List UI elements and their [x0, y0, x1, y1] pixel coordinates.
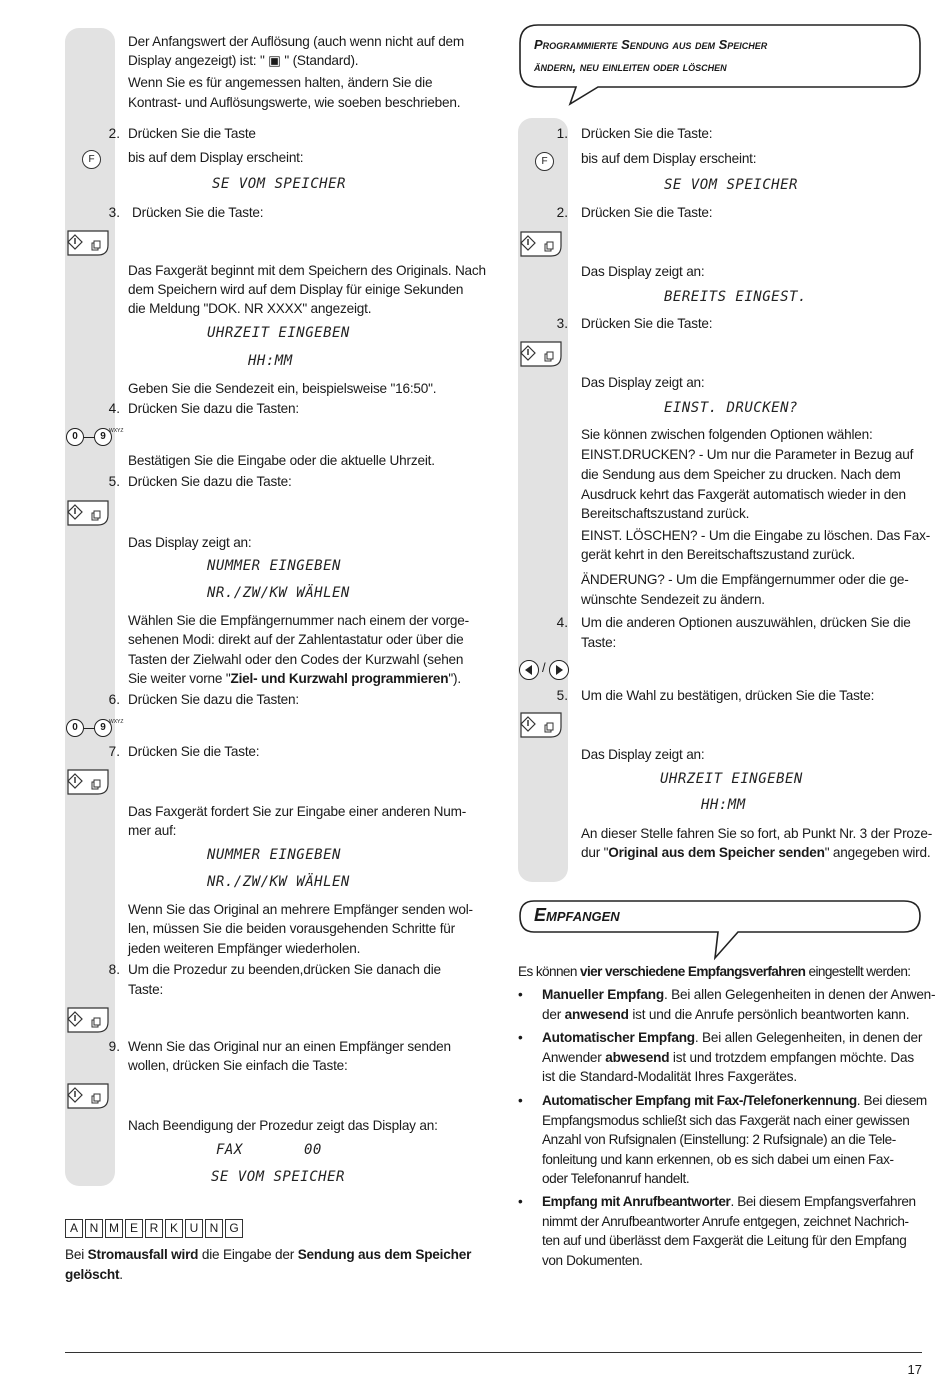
step-number: 5. [108, 474, 120, 489]
paragraph-line: dem Speichern wird auf dem Display für einige Sekunden [128, 282, 464, 297]
step-text: Drücken Sie dazu die Tasten: [128, 401, 299, 416]
step-text: Taste: [581, 635, 617, 650]
note-heading: A N M E R K U N G [65, 1219, 243, 1238]
step-text: Um die Wahl zu bestätigen, drücken Sie die Taste: [581, 688, 875, 703]
step-text: Drücken Sie die Taste: [132, 205, 264, 220]
paragraph-line: Das Faxgerät fordert Sie zur Eingabe einer anderen Num- [128, 804, 467, 819]
paragraph-line: Sie weiter vorne "Ziel- und Kurzwahl programmieren"). [128, 671, 461, 686]
step-text: Drücken Sie die Taste: [581, 126, 713, 141]
intro-line-1: Der Anfangswert der Auflösung (auch wenn nicht auf dem [128, 34, 465, 49]
step-number: 4. [556, 615, 568, 630]
paragraph-line: Wählen Sie die Empfängernummer nach einem der vorge- [128, 613, 469, 628]
start-key-icon [518, 712, 564, 738]
step-number: 9. [108, 1039, 120, 1054]
paragraph-line: Ausdruck kehrt das Faxgerät automatisch wieder in den [581, 487, 906, 502]
paragraph-line: Wenn Sie das Original an mehrere Empfänger senden wol- [128, 902, 473, 917]
paragraph-line: Das Faxgerät beginnt mit dem Speichern des Originals. Nach [128, 263, 486, 278]
bullet-marker: • [518, 1093, 523, 1108]
step-text: Um die anderen Optionen auszuwählen, drücken Sie die [581, 615, 911, 630]
step-number: 5. [556, 688, 568, 703]
start-key-icon [518, 231, 564, 257]
paragraph-line: Sie können zwischen folgenden Optionen wählen: [581, 427, 873, 442]
paragraph-line: ÄNDERUNG? - Um die Empfängernummer oder die ge- [581, 572, 909, 587]
paragraph-line: Bereitschaftszustand zurück. [581, 506, 750, 521]
step-number: 8. [108, 962, 120, 977]
start-key-icon [65, 230, 111, 256]
lcd-display-text: SE VOM SPEICHER [211, 1169, 345, 1185]
step-text: Drücken Sie dazu die Tasten: [128, 692, 299, 707]
paragraph-line: Das Display zeigt an: [128, 535, 252, 550]
step-text: Drücken Sie die Taste: [128, 744, 260, 759]
start-key-icon [65, 1007, 111, 1033]
lcd-display-text: SE VOM SPEICHER [664, 177, 798, 193]
step-number: 2. [108, 126, 120, 141]
start-key-icon [518, 341, 564, 367]
paragraph-line: die Meldung "DOK. NR XXXX" angezeigt. [128, 301, 372, 316]
paragraph-line: gerät kehrt in den Bereitschaftszustand zurück. [581, 547, 855, 562]
digit-0-key-icon: 0 [66, 428, 84, 446]
step-number: 1. [556, 126, 568, 141]
intro-line-2: Display angezeigt) ist: " ▣ " (Standard). [128, 53, 359, 68]
paragraph-line: sehenen Modi: direkt auf der Zahlentastatur oder über die [128, 632, 464, 647]
section-heading: Empfangen [534, 905, 620, 925]
bullet-text: Manueller Empfang. Bei allen Gelegenheiten in denen der Anwen- der anwesend ist und die Anrufe persönlich beantworten kann. [542, 987, 936, 1022]
bullet-text: Empfang mit Anrufbeantworter. Bei diesem Empfangsverfahren nimmt der Anrufbeantworter Anrufe entgegen, zeichnet Nachrich- ten auf und überlässt dem Faxgerät die Leitung für den Empfang von Dokumenten. [542, 1194, 916, 1268]
bullet-marker: • [518, 987, 523, 1002]
paragraph-line: Tasten der Zielwahl oder den Codes der Kurzwahl (sehen [128, 652, 464, 667]
step-number: 7. [108, 744, 120, 759]
note-text: Bei Stromausfall wird die Eingabe der Sendung aus dem Speicher gelöscht. [65, 1247, 472, 1282]
step-text: Taste: [128, 982, 164, 997]
paragraph-line: Das Display zeigt an: [581, 264, 705, 279]
step-number: 3. [556, 316, 568, 331]
bullet-text: Automatischer Empfang. Bei allen Gelegenheiten, in denen der Anwender abwesend ist und trotzdem empfangen möchte. Das ist die Standard-Modalität Ihres Faxgerätes. [542, 1030, 923, 1084]
lcd-display-text: FAX [216, 1142, 243, 1158]
digit-0-key-icon: 0 [66, 719, 84, 737]
step-text: wollen, drücken Sie einfach die Taste: [128, 1058, 348, 1073]
step-number: 2. [556, 205, 568, 220]
step-text: Drücken Sie die Taste: [581, 205, 713, 220]
page-number: 17 [907, 1362, 922, 1377]
paragraph-line: len, müssen Sie die beiden vorausgehenden Schritte für [128, 921, 455, 936]
bullet-marker: • [518, 1194, 523, 1209]
right-arrow-key-icon [549, 660, 569, 680]
digit-9-key-icon: 9 WXYZ [94, 428, 112, 446]
step-number: 4. [108, 401, 120, 416]
step-subtext: bis auf dem Display erscheint: [581, 151, 757, 166]
step-number: 3. [108, 205, 120, 220]
paragraph-line: jeden weiteren Empfänger wiederholen. [128, 941, 361, 956]
left-arrow-key-icon [519, 660, 539, 680]
section-title: Programmierte Sendung aus dem Speicher ändern, neu einleiten oder löschen [534, 37, 768, 74]
paragraph-line: Das Display zeigt an: [581, 375, 705, 390]
lcd-display-text: UHRZEIT EINGEBEN [660, 771, 803, 787]
bullet-marker: • [518, 1030, 523, 1045]
step-text: Um die Prozedur zu beenden,drücken Sie danach die [128, 962, 441, 977]
lcd-display-text: NUMMER EINGEBEN [207, 558, 341, 574]
lcd-display-text: 00 [304, 1142, 322, 1158]
start-key-icon [65, 500, 111, 526]
paragraph-line: Es können vier verschiedene Empfangsverfahren eingestellt werden: [518, 964, 911, 979]
paragraph-line: wünschte Sendezeit zu ändern. [581, 592, 765, 607]
lcd-display-text: NR./ZW/KW WÄHLEN [207, 874, 350, 890]
paragraph-line: Nach Beendigung der Prozedur zeigt das Display an: [128, 1118, 438, 1133]
paragraph-line: An dieser Stelle fahren Sie so fort, ab Punkt Nr. 3 der Proze- [581, 826, 933, 841]
paragraph-line: Das Display zeigt an: [581, 747, 705, 762]
paragraph-line: EINST. LÖSCHEN? - Um die Eingabe zu löschen. Das Fax- [581, 528, 931, 543]
lcd-display-text: BEREITS EINGEST. [664, 289, 807, 305]
digit-9-key-icon: 9 WXYZ [94, 719, 112, 737]
start-key-icon [65, 769, 111, 795]
key-separator: / [542, 660, 546, 675]
lcd-display-text: EINST. DRUCKEN? [664, 400, 798, 416]
step-number: 6. [108, 692, 120, 707]
step-subtext: bis auf dem Display erscheint: [128, 150, 304, 165]
step-text: Drücken Sie die Taste: [581, 316, 713, 331]
lcd-display-text: UHRZEIT EINGEBEN [207, 325, 350, 341]
function-key-icon: F [82, 150, 101, 169]
paragraph-line: dur "Original aus dem Speicher senden" angegeben wird. [581, 845, 931, 860]
lcd-display-text: SE VOM SPEICHER [212, 176, 346, 192]
footer-rule [65, 1352, 922, 1353]
paragraph-line: Geben Sie die Sendezeit ein, beispielsweise "16:50". [128, 381, 437, 396]
lcd-display-text: HH:MM [701, 797, 746, 813]
step-text: Drücken Sie dazu die Taste: [128, 474, 292, 489]
intro-line-3: Wenn Sie es für angemessen halten, ändern Sie die [128, 75, 433, 90]
key-letters: WXYZ [109, 719, 124, 725]
paragraph-line: mer auf: [128, 823, 177, 838]
bullet-text: Automatischer Empfang mit Fax-/Telefonerkennung. Bei diesem Empfangsmodus schließt sich das Faxgerät nach einer gewissen Anzahl von Rufsignalen (Einstellung: 2 Rufsignale) an die Tele- fonleitung und kann erkennen, ob es sich dabei um einen Fax- oder Telefonanruf handelt. [542, 1093, 927, 1186]
start-key-icon [65, 1083, 111, 1109]
paragraph-line: EINST.DRUCKEN? - Um nur die Parameter in Bezug auf [581, 447, 914, 462]
step-text: Drücken Sie die Taste [128, 126, 256, 141]
lcd-display-text: HH:MM [248, 353, 293, 369]
paragraph-line: die Sendung aus dem Speicher zu drucken. Nach dem [581, 467, 901, 482]
step-text: Wenn Sie das Original nur an einen Empfänger senden [128, 1039, 451, 1054]
key-letters: WXYZ [109, 428, 124, 434]
paragraph-line: Bestätigen Sie die Eingabe oder die aktuelle Uhrzeit. [128, 453, 435, 468]
lcd-display-text: NUMMER EINGEBEN [207, 847, 341, 863]
function-key-icon: F [535, 152, 554, 171]
intro-line-4: Kontrast- und Auflösungswerte, wie soeben beschrieben. [128, 95, 461, 110]
lcd-display-text: NR./ZW/KW WÄHLEN [207, 585, 350, 601]
